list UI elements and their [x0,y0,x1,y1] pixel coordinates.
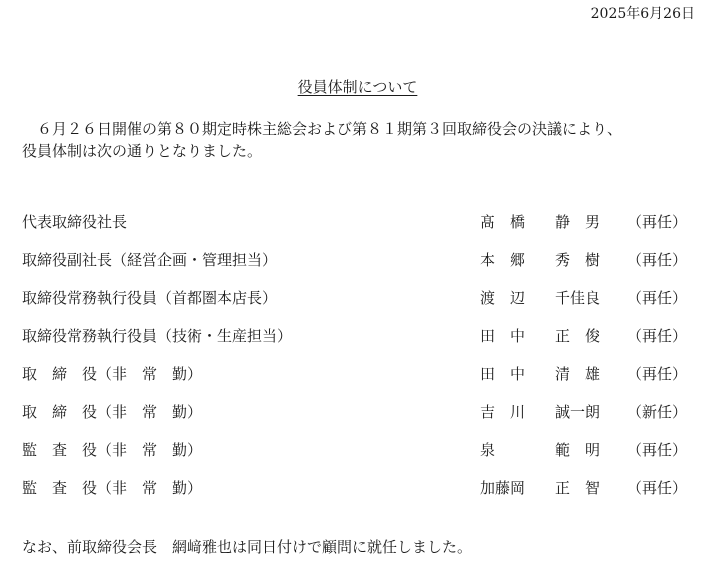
intro-line-2: 役員体制は次の通りとなりました。 [22,142,263,160]
officer-position: 監 査 役（非 常 勤） [22,441,203,459]
officer-name: 泉 範 明 [480,441,601,459]
officer-status: （新任） [627,403,688,421]
officer-name: 田 中 清 雄 [480,365,601,383]
officer-name: 本 郷 秀 樹 [480,251,601,269]
officer-position: 取締役常務執行役員（技術・生産担当） [22,327,293,345]
document-title [0,76,715,97]
document-date: 2025年6月26日 [590,6,695,22]
officer-status: （再任） [627,441,688,459]
officer-status: （再任） [627,289,688,307]
officer-row [0,363,715,401]
officer-position: 取締役常務執行役員（首都圏本店長） [22,289,278,307]
officer-name: 田 中 正 俊 [480,327,601,345]
officer-row [0,401,715,439]
officer-row [0,477,715,515]
officer-name: 渡 辺 千佳良 [480,289,601,307]
officer-position: 取 締 役（非 常 勤） [22,365,203,383]
officer-row [0,211,715,249]
officer-status: （再任） [627,479,688,497]
officer-status: （再任） [627,213,688,231]
officer-row [0,439,715,477]
intro-line-1: ６月２６日開催の第８０期定時株主総会および第８１期第３回取締役会の決議により、 [37,120,623,138]
officer-position: 監 査 役（非 常 勤） [22,479,203,497]
officer-position: 取 締 役（非 常 勤） [22,403,203,421]
officer-row [0,249,715,287]
officer-name: 吉 川 誠一朗 [480,403,601,421]
closing-note: なお、前取締役会長 網﨑雅也は同日付けで顧問に就任しました。 [22,538,473,556]
officer-position: 代表取締役社長 [22,213,128,231]
officer-name: 加藤岡 正 智 [480,479,601,497]
officer-status: （再任） [627,327,688,345]
officer-row [0,287,715,325]
officer-status: （再任） [627,365,688,383]
officer-name: 髙 橋 静 男 [480,213,601,231]
intro-paragraph [22,118,702,162]
officer-roster [0,211,715,515]
officer-row [0,325,715,363]
officer-status: （再任） [627,251,688,269]
officer-position: 取締役副社長（経営企画・管理担当） [22,251,278,269]
title-text: 役員体制について [297,78,418,96]
